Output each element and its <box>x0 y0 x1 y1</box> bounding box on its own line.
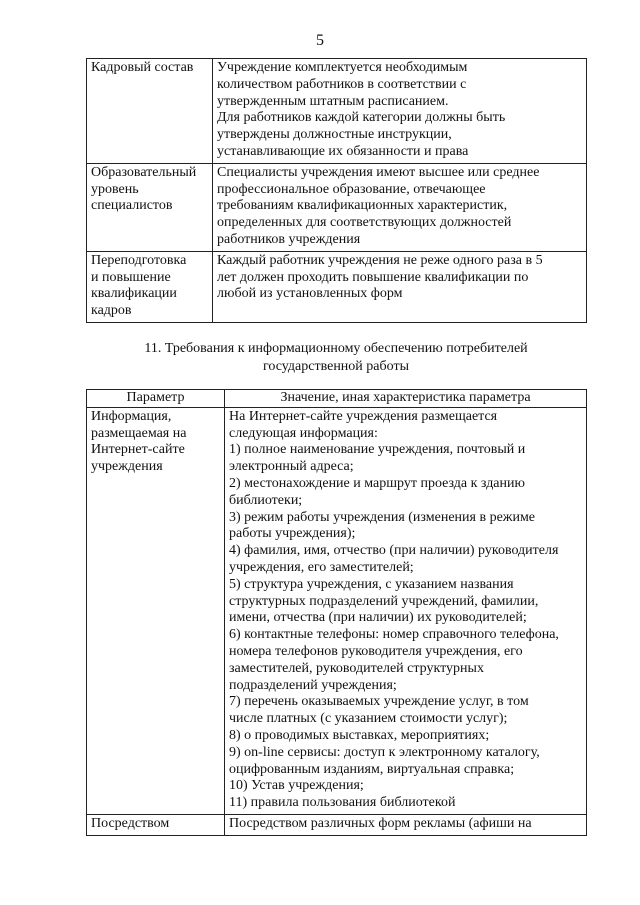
section-heading-line: государственной работы <box>263 359 409 374</box>
cell-text-line: учреждения <box>91 459 163 475</box>
cell-text-line: структурных подразделений учреждений, фамилии, <box>229 593 539 609</box>
cell-text-line: учреждения, его заместителей; <box>229 559 414 575</box>
cell-text-line: подразделений учреждения; <box>229 677 397 693</box>
parameter-cell <box>87 59 213 164</box>
cell-text-line: Учреждение комплектуется необходимым <box>217 60 468 75</box>
cell-text-line: 9) on-line сервисы: доступ к электронному каталогу, <box>229 744 540 760</box>
table-row <box>87 814 587 835</box>
cell-text-line: профессиональное образование, отвечающее <box>217 181 486 197</box>
staffing-table-body <box>87 59 587 323</box>
cell-text-line: определенных для соответствующих должностей <box>217 215 512 231</box>
cell-text-line: имени, отчества (при наличии) их руководителей; <box>229 610 527 626</box>
table-row <box>87 163 587 251</box>
cell-text-line: 1) полное наименование учреждения, почтовый и <box>229 442 526 458</box>
table-row <box>87 59 587 164</box>
cell-text-line: размещаемая на <box>91 425 187 441</box>
table-header-row <box>87 390 587 408</box>
cell-text-line: кадров <box>91 303 132 319</box>
cell-text-line: специалистов <box>91 198 173 214</box>
table-row <box>87 407 587 814</box>
cell-text-line: Интернет-сайте <box>91 442 185 458</box>
cell-text-line: Специалисты учреждения имеют высшее или среднее <box>217 164 540 180</box>
column-header-value: Значение, иная характеристика параметра <box>225 390 587 408</box>
staffing-requirements-table <box>86 58 587 323</box>
cell-text-line: 11) правила пользования библиотекой <box>229 795 456 811</box>
cell-text-line: утверждены должностные инструкции, <box>217 127 452 143</box>
cell-text-line: утвержденным штатным расписанием. <box>217 93 449 109</box>
cell-text-line: 10) Устав учреждения; <box>229 778 364 794</box>
parameter-cell <box>87 163 213 251</box>
cell-text-line: Кадровый состав <box>91 60 194 75</box>
cell-text-line: заместителей, руководителей структурных <box>229 660 484 676</box>
column-header-parameter: Параметр <box>87 390 225 408</box>
cell-text-line: 2) местонахождение и маршрут проезда к зданию <box>229 475 525 491</box>
cell-text-line: На Интернет-сайте учреждения размещается <box>229 408 498 424</box>
cell-text-line: количеством работников в соответствии с <box>217 76 467 92</box>
page-number: 5 <box>316 32 324 49</box>
cell-text-line: квалификации <box>91 286 177 302</box>
cell-text-line: номера телефонов руководителя учреждения, его <box>229 643 523 659</box>
cell-text-line: Посредством <box>91 815 170 831</box>
cell-text-line: оцифрованным изданиям, виртуальная справка; <box>229 761 515 777</box>
parameter-cell <box>87 251 213 322</box>
value-cell <box>225 407 587 814</box>
information-requirements-table <box>86 389 587 836</box>
cell-text-line: 6) контактные телефоны: номер справочного телефона, <box>229 627 559 643</box>
cell-text-line: Переподготовка <box>91 252 187 268</box>
cell-text-line: требованиям квалификационных характеристик, <box>217 198 508 214</box>
value-cell <box>213 59 587 164</box>
cell-text-line: следующая информация: <box>229 425 378 441</box>
cell-text-line: числе платных (с указанием стоимости услуг); <box>229 711 508 727</box>
table-row <box>87 251 587 322</box>
section-heading <box>86 340 586 376</box>
cell-text-line: работы учреждения); <box>229 526 356 542</box>
cell-text-line: 3) режим работы учреждения (изменения в режиме <box>229 509 536 525</box>
cell-text-line: 7) перечень оказываемых учреждение услуг, в том <box>229 694 529 710</box>
cell-text-line: работников учреждения <box>217 231 361 247</box>
cell-text-line: Для работников каждой категории должны быть <box>217 110 506 126</box>
cell-text-line: электронный адреса; <box>229 459 354 475</box>
cell-text-line: и повышение <box>91 269 171 285</box>
cell-text-line: 4) фамилия, имя, отчество (при наличии) руководителя <box>229 543 559 559</box>
cell-text-line: уровень <box>91 181 139 197</box>
cell-text-line: Информация, <box>91 408 172 424</box>
cell-text-line: 5) структура учреждения, с указанием названия <box>229 576 514 592</box>
information-table-body <box>87 407 587 835</box>
value-cell <box>213 163 587 251</box>
cell-text-line: лет должен проходить повышение квалификации по <box>217 269 529 285</box>
cell-text-line: Каждый работник учреждения не реже одного раза в 5 <box>217 252 543 268</box>
section-heading-line: 11. Требования к информационному обеспечению потребителей <box>144 341 528 356</box>
cell-text-line: любой из установленных форм <box>217 286 403 302</box>
cell-text-line: 8) о проводимых выставках, мероприятиях; <box>229 727 490 743</box>
cell-text-line: устанавливающие их обязанности и права <box>217 143 469 159</box>
cell-text-line: Посредством различных форм рекламы (афиши на <box>229 815 532 831</box>
parameter-cell <box>87 814 225 835</box>
value-cell <box>213 251 587 322</box>
cell-text-line: библиотеки; <box>229 492 303 508</box>
cell-text-line: Образовательный <box>91 164 197 180</box>
parameter-cell <box>87 407 225 814</box>
value-cell <box>225 814 587 835</box>
